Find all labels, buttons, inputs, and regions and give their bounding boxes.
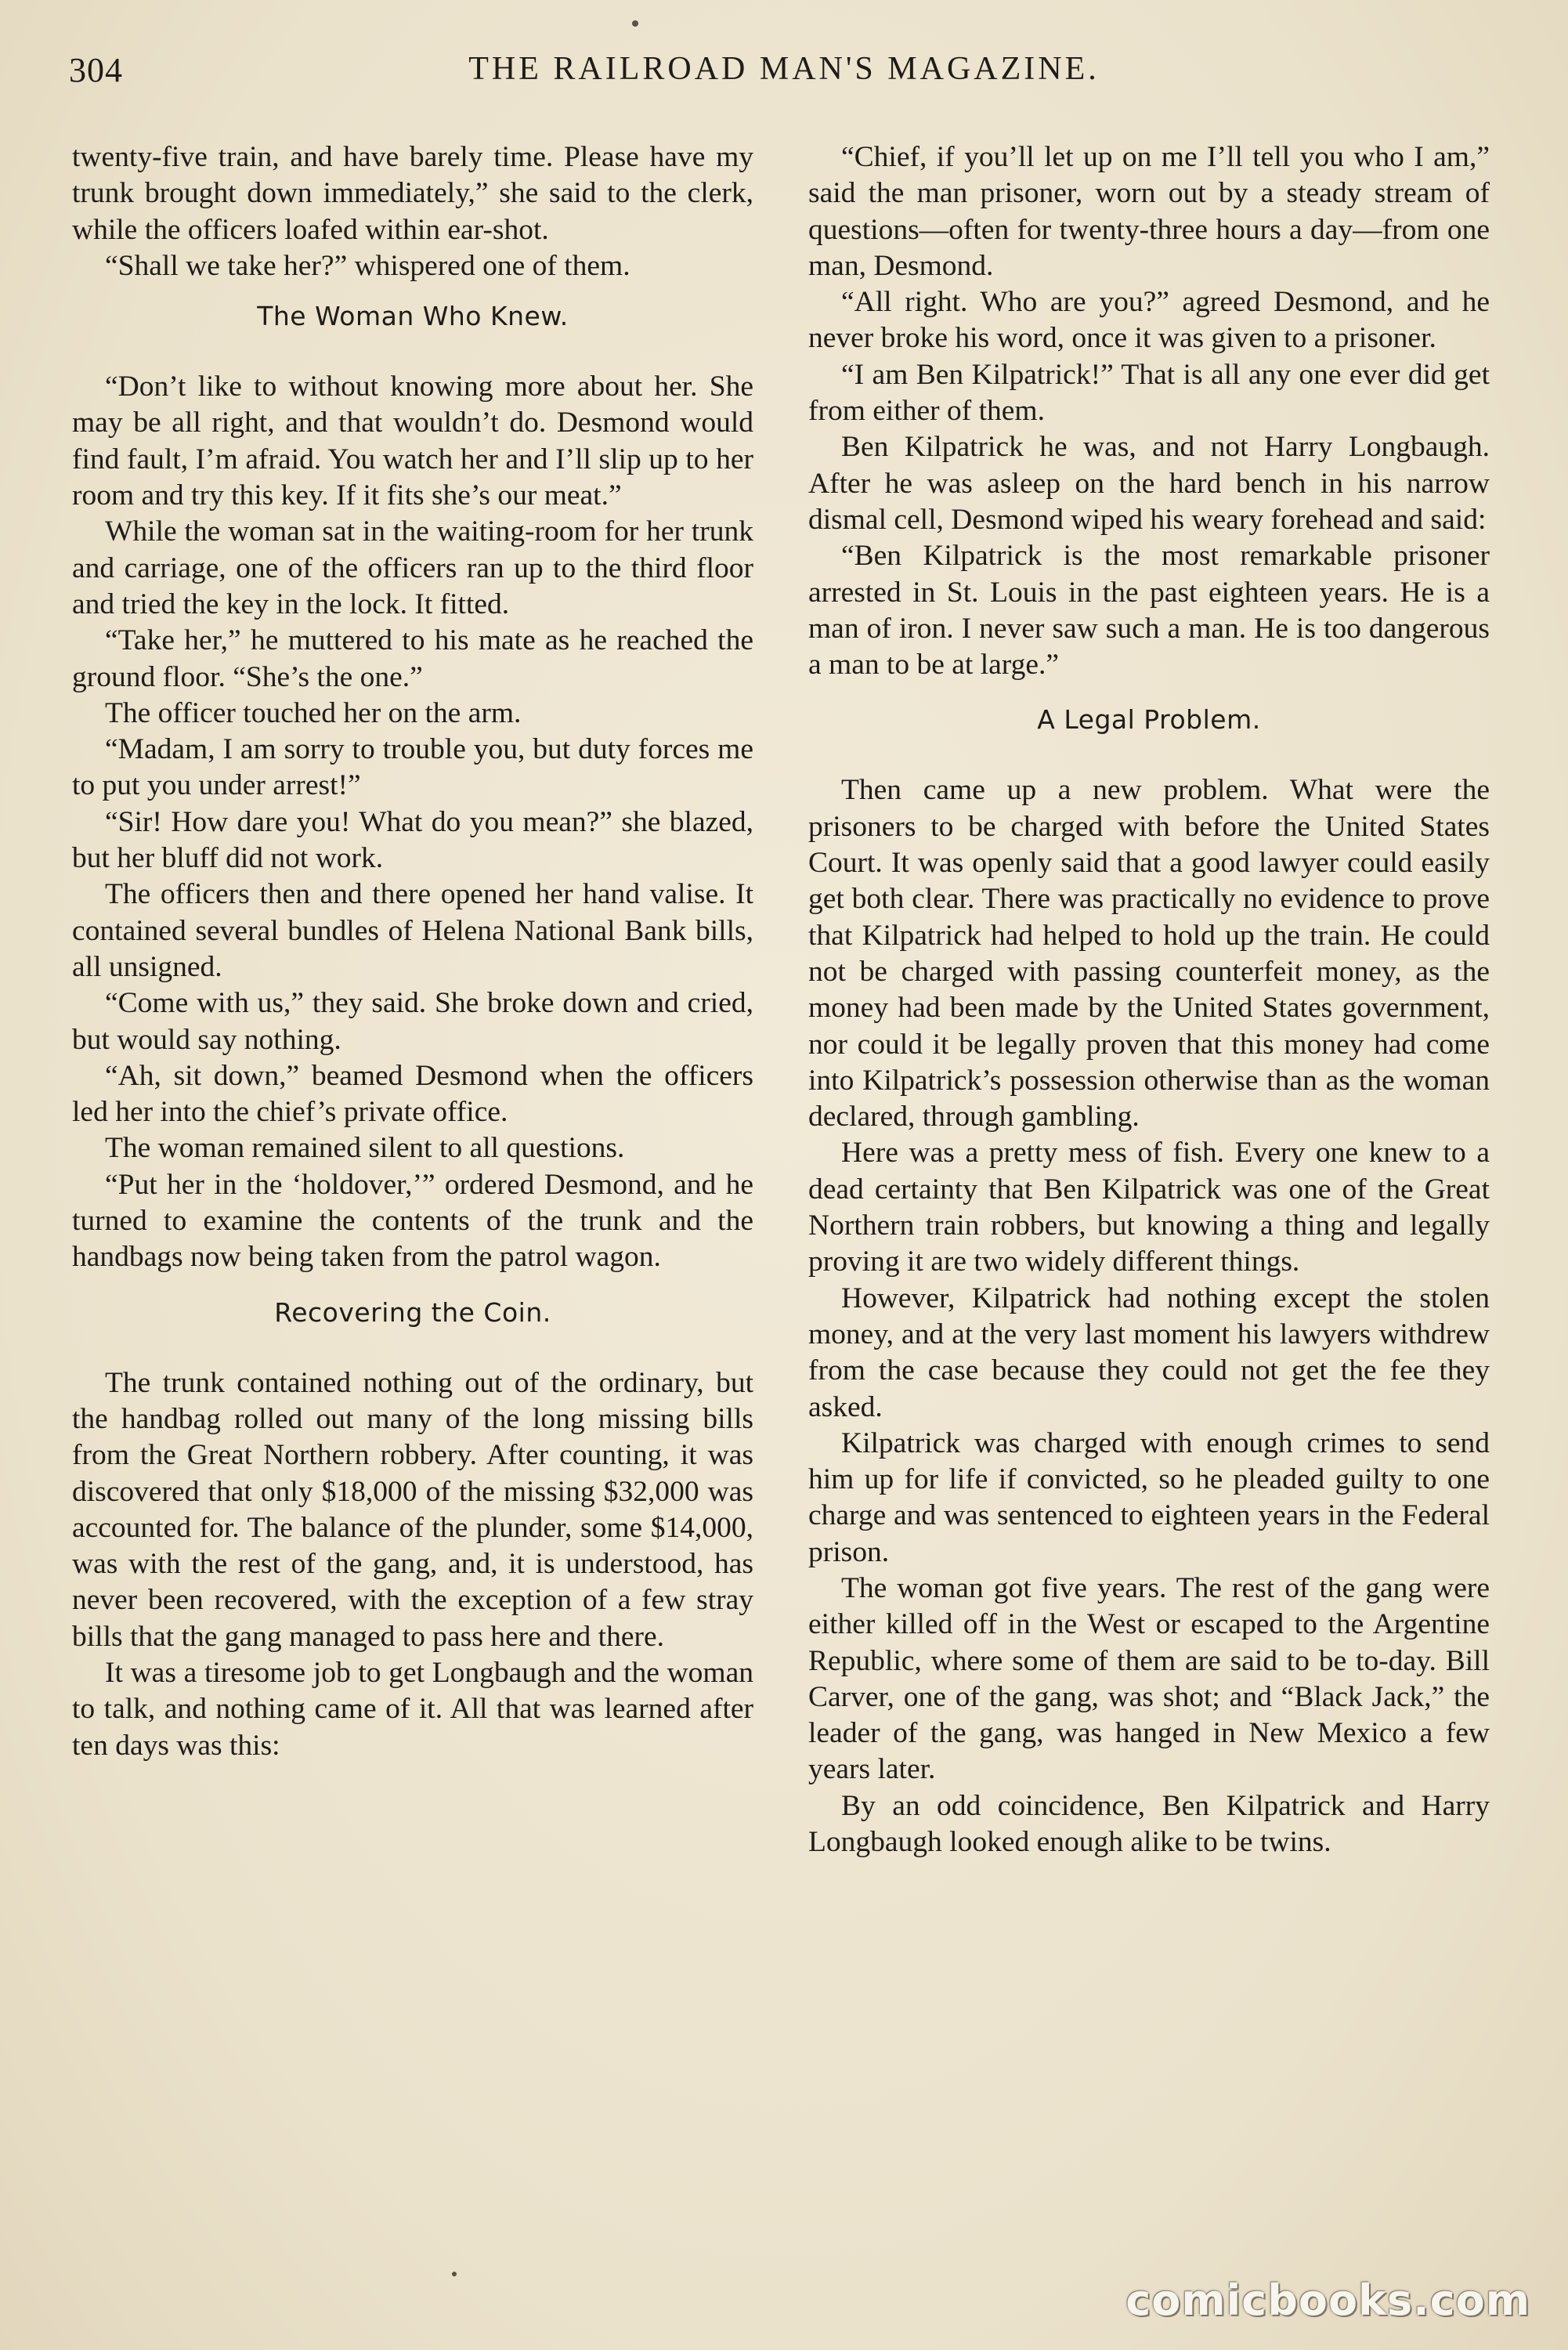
paragraph: The officer touched her on the arm.: [105, 696, 522, 729]
right-column: [808, 139, 1490, 1860]
paragraph: “All right. Who are you?” agreed Desmond, and he never broke his word, once it was given to a prisoner.: [808, 286, 1490, 355]
paragraph: Ben Kilpatrick he was, and not Harry Longbaugh. After he was asleep on the hard bench in his narrow dismal cell, Desmond wiped his weary forehead and said:: [808, 431, 1490, 536]
paragraph: The officers then and there opened her hand valise. It contained several bundles of Helena National Bank bills, all unsigned.: [72, 878, 753, 983]
running-head: THE RAILROAD MAN'S MAGAZINE.: [468, 51, 1100, 87]
paragraph: Then came up a new problem. What were the prisoners to be charged with before the United States Court. It was openly said that a good lawyer could easily get both clear. There was practically no evidence to prove that Kilpatrick had helped to hold up the train. He could not be charged with passing counterfeit money, as the money had been made by the United States government, nor could it be legally proven that this money had come into Kilpatrick’s possession otherwise than as the woman declared, through gambling.: [808, 774, 1490, 1133]
paragraph: “Don’t like to without knowing more about her. She may be all right, and that wouldn’t do. Desmond would find fault, I’m afraid. You watch her and I’ll slip up to her room and try this key. If it fits she’s our meat.”: [72, 371, 753, 512]
paragraph: “Shall we take her?” whispered one of them.: [105, 249, 630, 282]
paragraph: “I am Ben Kilpatrick!” That is all any one ever did get from either of them.: [808, 358, 1490, 428]
paragraph: Here was a pretty mess of fish. Every one knew to a dead certainty that Ben Kilpatrick was one of the Great Northern train robbers, but knowing a thing and legally proving it are two widely different things.: [808, 1137, 1490, 1278]
paragraph: While the woman sat in the waiting-room for her trunk and carriage, one of the officers ran up to the third floor and tried the key in the lock. It fitted.: [72, 515, 753, 620]
left-column: [72, 139, 753, 1764]
paragraph: “Take her,” he muttered to his mate as he reached the ground floor. “She’s the one.”: [72, 624, 753, 693]
paragraph: However, Kilpatrick had nothing except the stolen money, and at the very last moment his lawyers withdrew from the case because they could not get the fee they asked.: [808, 1282, 1490, 1423]
paragraph: It was a tiresome job to get Longbaugh and the woman to talk, and nothing came of it. All that was learned after ten days was this:: [72, 1656, 753, 1762]
paragraph: “Sir! How dare you! What do you mean?” she blazed, but her bluff did not work.: [72, 805, 753, 875]
paragraph: “Chief, if you’ll let up on me I’ll tell you who I am,” said the man prisoner, worn out by a steady stream of questions—often for twenty-three hours a day—from one man, Desmond.: [808, 141, 1490, 282]
paragraph: The trunk contained nothing out of the ordinary, but the handbag rolled out many of the long missing bills from the Great Northern robbery. After counting, it was discovered that only $18,000 of the missing $32,000 was accounted for. The balance of the plunder, some $14,000, was with the rest of the gang, and, it is understood, has never been recovered, with the exception of a few stray bills that the gang managed to pass here and there.: [72, 1366, 753, 1653]
paragraph: By an odd coincidence, Ben Kilpatrick and Harry Longbaugh looked enough alike to be twins.: [808, 1789, 1490, 1859]
paragraph: “Come with us,” they said. She broke down and cried, but would say nothing.: [72, 987, 753, 1056]
paragraph: The woman got five years. The rest of the gang were either killed off in the West or escaped to the Argentine Republic, where some of them are said to be to-day. Bill Carver, one of the gang, was shot; and “Black Jack,” the leader of the gang, was hanged in New Mexico a few years later.: [808, 1571, 1490, 1786]
page-number: 304: [69, 51, 123, 89]
paragraph: “Ah, sit down,” beamed Desmond when the officers led her into the chief’s private office.: [72, 1059, 753, 1129]
paragraph: The woman remained silent to all questions.: [105, 1132, 625, 1165]
section-heading: A Legal Problem.: [1037, 704, 1261, 736]
paragraph: “Ben Kilpatrick is the most remarkable prisoner arrested in St. Louis in the past eighteen years. He is a man of iron. I never saw such a man. He is too dangerous a man to be at large.”: [808, 540, 1490, 682]
print-speck: [632, 20, 638, 27]
watermark-logo: comicbooks.com: [1125, 2276, 1530, 2325]
paragraph: twenty-five train, and have barely time. Please have my trunk brought down immediately,” she said to the clerk, while the officers loafed within ear-shot.: [72, 141, 753, 246]
section-heading: The Woman Who Knew.: [257, 301, 569, 332]
paragraph: Kilpatrick was charged with enough crimes to send him up for life if convicted, so he pleaded guilty to one charge and was sentenced to eighteen years in the Federal prison.: [808, 1426, 1490, 1568]
section-heading: Recovering the Coin.: [274, 1296, 551, 1328]
paragraph: “Madam, I am sorry to trouble you, but duty forces me to put you under arrest!”: [72, 733, 753, 802]
print-speck: [452, 2272, 457, 2276]
page-header: [69, 50, 1499, 105]
paragraph: “Put her in the ‘holdover,’” ordered Desmond, and he turned to examine the contents of the trunk and the handbags now being taken from the patrol wagon.: [72, 1168, 753, 1274]
